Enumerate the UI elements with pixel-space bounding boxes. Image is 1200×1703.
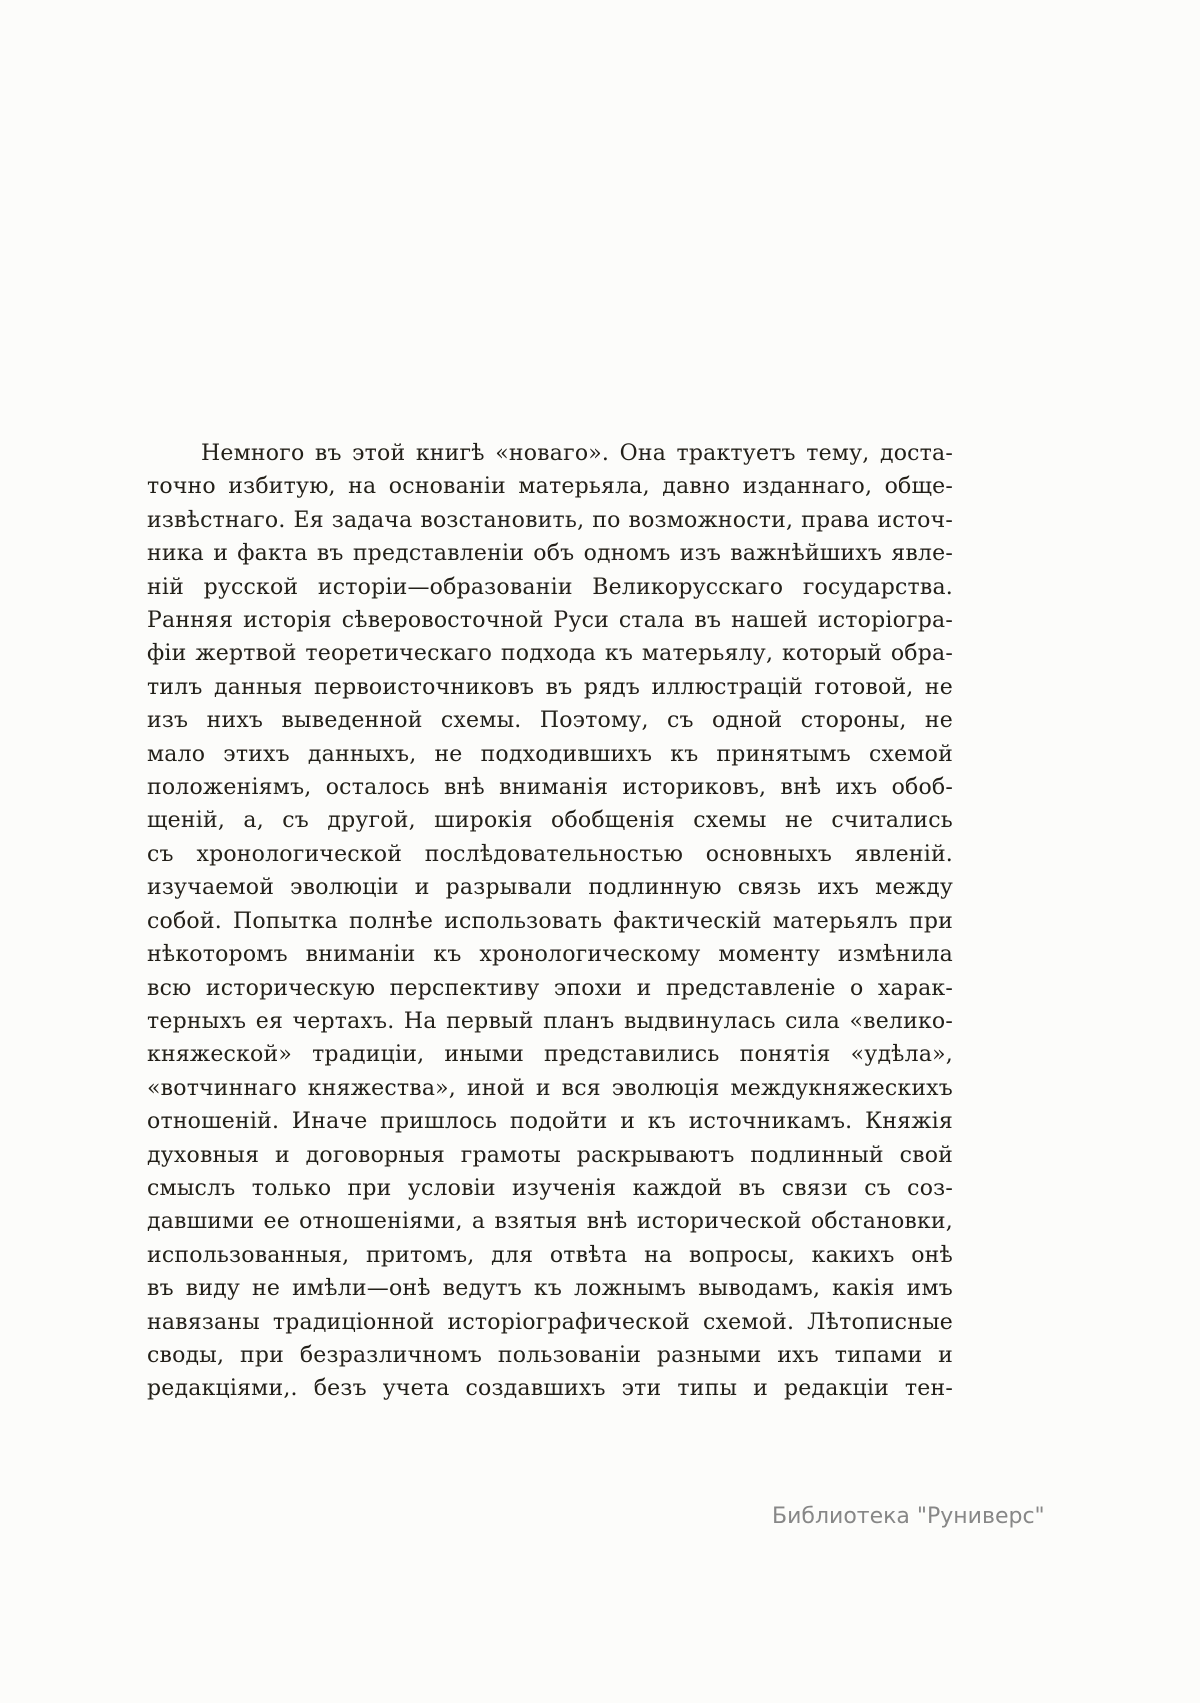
text-line: фіи жертвой теоретическаго подхода къ матерьялу, который обра- [147,641,953,667]
text-line: своды, при безразличномъ пользованіи разными ихъ типами и [147,1342,953,1368]
text-line: «вотчиннаго княжества», иной и вся эволюція междукняжескихъ [147,1075,953,1101]
runivers-library-watermark: Библиотека "Руниверс" [772,1504,1045,1529]
text-line: въ виду не имѣли—онѣ ведутъ къ ложнымъ выводамъ, какія имъ [147,1276,953,1302]
text-line: ній русской исторіи—образованіи Великорусскаго государства. [147,574,953,600]
text-line: отношеній. Иначе пришлось подойти и къ источникамъ. Княжія [147,1109,953,1135]
text-line: всю историческую перспективу эпохи и представленіе о харак- [147,975,953,1001]
text-line: щеній, а, съ другой, широкія обобщенія схемы не считались [147,808,953,834]
text-line: редакціями,. безъ учета создавшихъ эти типы и редакціи тен- [147,1376,953,1402]
text-line: использованныя, притомъ, для отвѣта на вопросы, какихъ онѣ [147,1242,953,1268]
text-line: собой. Попытка полнѣе использовать фактическій матерьялъ при [147,908,953,934]
text-line: изучаемой эволюціи и разрывали подлинную связь ихъ между [147,875,953,901]
text-line: изъ нихъ выведенной схемы. Поэтому, съ одной стороны, не [147,708,953,734]
text-line: ника и факта въ представленіи объ одномъ изъ важнѣйшихъ явле- [147,541,953,567]
text-line: положеніямъ, осталось внѣ вниманія историковъ, внѣ ихъ обоб- [147,775,953,801]
text-line: княжеской» традиціи, иными представились понятія «удѣла», [147,1042,953,1068]
text-line: извѣстнаго. Ея задача возстановить, по возможности, права источ- [147,507,953,533]
text-line: духовныя и договорныя грамоты раскрываютъ подлинный свой [147,1142,953,1168]
text-line: мало этихъ данныхъ, не подходившихъ къ принятымъ схемой [147,741,953,767]
text-line: точно избитую, на основаніи матерьяла, давно изданнаго, обще- [147,474,953,500]
text-line: давшими ее отношеніями, а взятыя внѣ исторической обстановки, [147,1209,953,1235]
text-line: тилъ данныя первоисточниковъ въ рядъ иллюстрацій готовой, не [147,674,953,700]
body-text [147,437,953,1406]
text-line: смыслъ только при условіи изученія каждой въ связи съ соз- [147,1175,953,1201]
text-line: навязаны традиціонной исторіографической схемой. Лѣтописные [147,1309,953,1335]
text-line: терныхъ ея чертахъ. На первый планъ выдвинулась сила «велико- [147,1008,953,1034]
text-line: нѣкоторомъ вниманіи къ хронологическому моменту измѣнила [147,942,953,968]
text-line: Немного въ этой книгѣ «новаго». Она трактуетъ тему, доста- [201,441,953,466]
text-line: съ хронологической послѣдовательностью основныхъ явленій. [147,841,953,867]
text-line: Ранняя исторія сѣверовосточной Руси стала въ нашей исторіогра- [147,608,953,634]
